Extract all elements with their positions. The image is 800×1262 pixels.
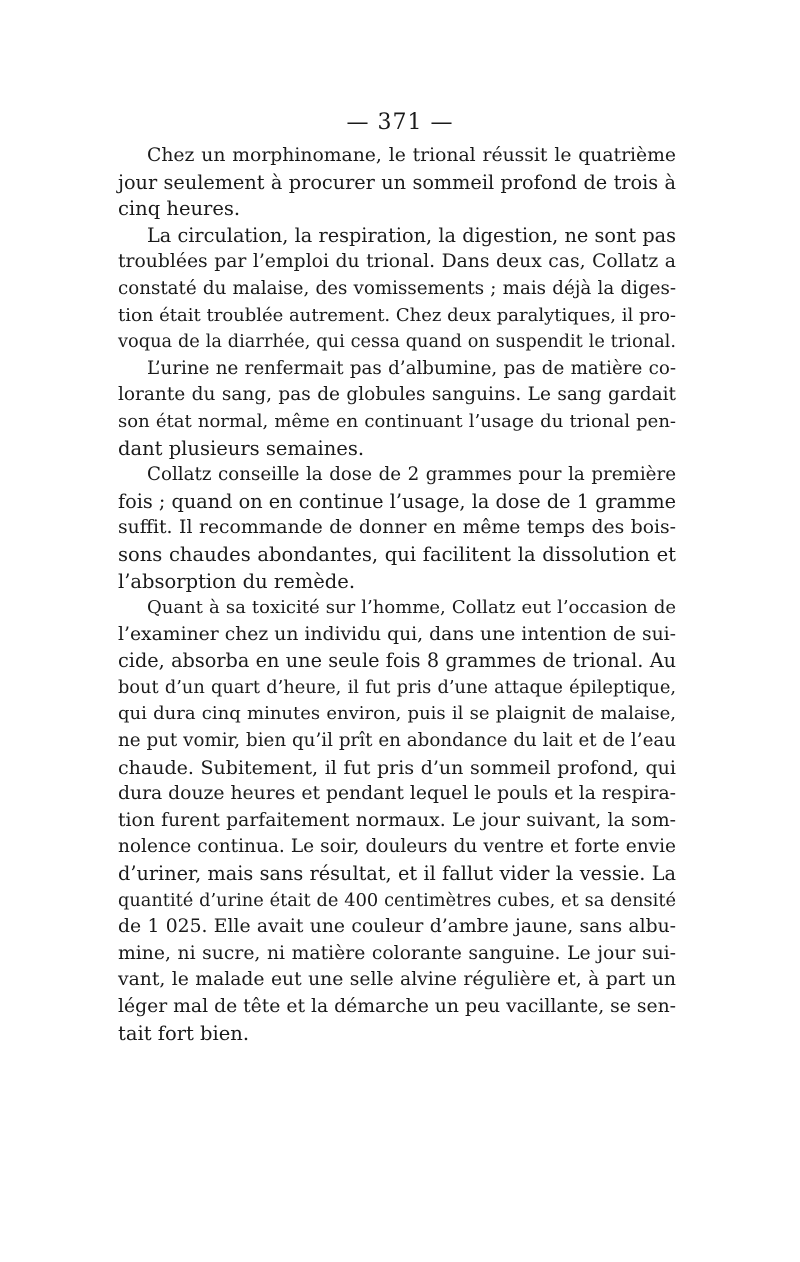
text-line: d’uriner, mais sans résultat, et il fallut vider la vessie. La: [118, 862, 676, 886]
text-line: dant plusieurs semaines.: [118, 436, 365, 460]
body-text: [118, 143, 676, 1047]
text-line: cide, absorba en une seule fois 8 grammes de trional. Au: [118, 649, 676, 673]
text-line: vant, le malade eut une selle alvine régulière et, à part un: [118, 969, 676, 991]
text-line: dura douze heures et pendant lequel le pouls et la respira-: [118, 783, 676, 805]
text-line: mine, ni sucre, ni matière colorante sanguine. Le jour sui-: [118, 942, 676, 964]
text-line: fois ; quand on en continue l’usage, la dose de 1 gramme: [118, 489, 676, 513]
text-line: ne put vomir, bien qu’il prît en abondance du lait et de l’eau: [118, 730, 676, 752]
text-line: Quant à sa toxicité sur l’homme, Collatz eut l’occasion de: [147, 597, 676, 619]
text-line: tion furent parfaitement normaux. Le jour suivant, la som-: [118, 809, 676, 831]
text-line: l’examiner chez un individu qui, dans une intention de sui-: [118, 623, 676, 645]
text-line: L’urine ne renfermait pas d’albumine, pas de matière co-: [147, 357, 676, 379]
text-line: quantité d’urine était de 400 centimètres cubes, et sa densité: [118, 890, 676, 911]
text-line: nolence continua. Le soir, douleurs du ventre et forte envie: [118, 836, 676, 858]
text-line: cinq heures.: [118, 197, 241, 221]
text-line: troublées par l’emploi du trional. Dans deux cas, Collatz a: [118, 251, 676, 273]
text-line: chaude. Subitement, il fut pris d’un sommeil profond, qui: [118, 756, 676, 779]
text-line: Chez un morphinomane, le trional réussit le quatrième: [147, 145, 676, 166]
text-line: Collatz conseille la dose de 2 grammes pour la première: [147, 464, 676, 486]
text-line: bout d’un quart d’heure, il fut pris d’une attaque épileptique,: [118, 677, 676, 698]
text-line: tion était troublée autrement. Chez deux paralytiques, il pro-: [118, 304, 676, 326]
page-number: — 371 —: [346, 110, 454, 135]
text-line: sons chaudes abondantes, qui facilitent la dissolution et: [118, 542, 676, 566]
text-line: son état normal, même en continuant l’usage du trional pen-: [118, 410, 676, 432]
text-line: La circulation, la respiration, la digestion, ne sont pas: [147, 223, 676, 247]
text-line: de 1 025. Elle avait une couleur d’ambre jaune, sans albu-: [118, 916, 676, 938]
text-line: suffit. Il recommande de donner en même temps des bois-: [118, 517, 676, 539]
text-line: qui dura cinq minutes environ, puis il se plaignit de malaise,: [118, 703, 676, 725]
text-line: lorante du sang, pas de globules sanguins. Le sang gardait: [118, 384, 676, 406]
text-line: l’absorption du remède.: [118, 569, 356, 593]
text-line: constaté du malaise, des vomissements ; mais déjà la diges-: [118, 277, 676, 299]
text-line: jour seulement à procurer un sommeil profond de trois à: [118, 170, 676, 194]
text-line: léger mal de tête et la démarche un peu vacillante, se sen-: [118, 996, 676, 1017]
text-line: tait fort bien.: [118, 1021, 250, 1045]
text-line: voqua de la diarrhée, qui cessa quand on suspendit le trional.: [118, 332, 676, 353]
